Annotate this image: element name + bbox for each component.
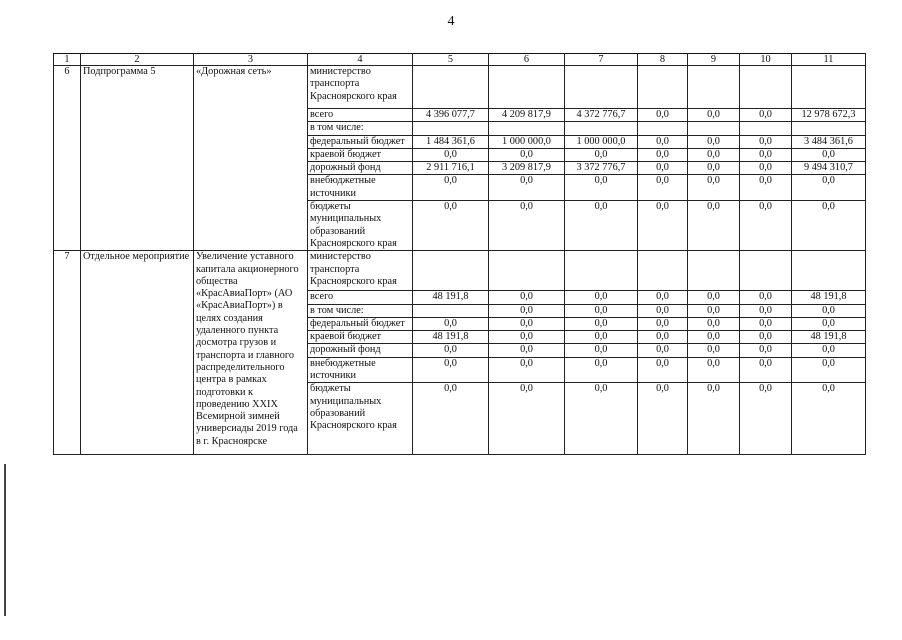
value-cell: 0,0 — [740, 162, 792, 175]
value-cell: 0,0 — [638, 331, 688, 344]
value-cell: 0,0 — [740, 135, 792, 148]
value-cell: 0,0 — [792, 148, 866, 161]
program-title: «Дорожная сеть» — [194, 66, 308, 251]
value-cell: 0,0 — [638, 304, 688, 317]
page-number: 4 — [447, 14, 455, 29]
value-cell: 0,0 — [565, 201, 638, 251]
value-cell — [638, 122, 688, 135]
value-cell: 0,0 — [638, 344, 688, 357]
value-cell: 2 911 716,1 — [413, 162, 489, 175]
value-cell: 0,0 — [740, 357, 792, 383]
value-cell: 48 191,8 — [413, 331, 489, 344]
value-cell — [489, 66, 565, 109]
value-cell — [489, 251, 565, 291]
value-cell: 0,0 — [792, 344, 866, 357]
value-cell: 0,0 — [688, 135, 740, 148]
value-cell: 0,0 — [792, 175, 866, 201]
value-cell: 0,0 — [565, 344, 638, 357]
value-cell: 0,0 — [413, 383, 489, 455]
value-cell — [565, 251, 638, 291]
value-cell: 0,0 — [489, 291, 565, 304]
value-cell: 0,0 — [413, 175, 489, 201]
value-cell: 3 484 361,6 — [792, 135, 866, 148]
value-cell: 0,0 — [740, 317, 792, 330]
funding-source-label: министерство транспорта Красноярского края — [308, 251, 413, 291]
value-cell — [792, 122, 866, 135]
table-row — [54, 66, 866, 109]
value-cell: 0,0 — [413, 317, 489, 330]
value-cell: 0,0 — [638, 148, 688, 161]
column-header: 9 — [688, 54, 740, 66]
value-cell — [792, 251, 866, 291]
value-cell: 48 191,8 — [413, 291, 489, 304]
value-cell: 3 209 817,9 — [489, 162, 565, 175]
value-cell: 0,0 — [792, 317, 866, 330]
value-cell: 0,0 — [740, 344, 792, 357]
value-cell: 0,0 — [740, 331, 792, 344]
value-cell — [413, 66, 489, 109]
value-cell — [688, 122, 740, 135]
value-cell — [638, 251, 688, 291]
value-cell: 0,0 — [688, 291, 740, 304]
funding-source-label: внебюджетные источники — [308, 357, 413, 383]
value-cell: 0,0 — [638, 135, 688, 148]
value-cell: 0,0 — [413, 344, 489, 357]
value-cell — [740, 122, 792, 135]
value-cell: 0,0 — [740, 291, 792, 304]
value-cell: 0,0 — [638, 201, 688, 251]
value-cell: 0,0 — [489, 383, 565, 455]
value-cell: 0,0 — [688, 175, 740, 201]
value-cell: 0,0 — [688, 109, 740, 122]
value-cell: 0,0 — [688, 344, 740, 357]
value-cell: 0,0 — [638, 175, 688, 201]
value-cell: 0,0 — [688, 201, 740, 251]
table-header — [54, 54, 866, 66]
value-cell: 0,0 — [565, 317, 638, 330]
funding-source-label: дорожный фонд — [308, 162, 413, 175]
value-cell: 0,0 — [688, 331, 740, 344]
column-header: 1 — [54, 54, 81, 66]
value-cell: 0,0 — [688, 148, 740, 161]
value-cell: 1 000 000,0 — [565, 135, 638, 148]
funding-source-label: всего — [308, 291, 413, 304]
column-header: 3 — [194, 54, 308, 66]
value-cell: 0,0 — [740, 109, 792, 122]
value-cell: 0,0 — [792, 304, 866, 317]
value-cell: 0,0 — [565, 175, 638, 201]
value-cell: 0,0 — [638, 357, 688, 383]
scan-edge-mark — [4, 464, 6, 616]
column-header: 7 — [565, 54, 638, 66]
value-cell: 0,0 — [740, 201, 792, 251]
row-number: 7 — [54, 251, 81, 455]
column-header: 8 — [638, 54, 688, 66]
value-cell: 12 978 672,3 — [792, 109, 866, 122]
value-cell: 0,0 — [489, 357, 565, 383]
value-cell: 4 396 077,7 — [413, 109, 489, 122]
funding-source-label: в том числе: — [308, 122, 413, 135]
program-name: Отдельное мероприятие — [81, 251, 194, 455]
value-cell — [688, 251, 740, 291]
value-cell: 9 494 310,7 — [792, 162, 866, 175]
row-number: 6 — [54, 66, 81, 251]
value-cell — [565, 122, 638, 135]
value-cell: 0,0 — [413, 201, 489, 251]
program-title: Увеличение уставного капитала акционерного общества «КрасАвиаПорт» (АО «КрасАвиаПорт») в целях создания удаленного пункта досмотра грузов и транспорта и главного распределительного центра в рамках подготовки к проведению XXIX Всемирной зимней универсиады 2019 года в г. Красноярске — [194, 251, 308, 455]
value-cell — [489, 122, 565, 135]
value-cell: 0,0 — [688, 317, 740, 330]
value-cell — [413, 251, 489, 291]
value-cell: 0,0 — [565, 304, 638, 317]
value-cell: 3 372 776,7 — [565, 162, 638, 175]
value-cell — [638, 66, 688, 109]
column-header: 10 — [740, 54, 792, 66]
value-cell: 0,0 — [565, 291, 638, 304]
value-cell — [740, 66, 792, 109]
value-cell: 0,0 — [489, 304, 565, 317]
value-cell: 48 191,8 — [792, 331, 866, 344]
value-cell: 0,0 — [638, 162, 688, 175]
table-body — [54, 66, 866, 455]
value-cell: 0,0 — [413, 357, 489, 383]
value-cell — [413, 122, 489, 135]
value-cell: 0,0 — [565, 148, 638, 161]
value-cell: 48 191,8 — [792, 291, 866, 304]
value-cell: 0,0 — [489, 317, 565, 330]
column-header: 11 — [792, 54, 866, 66]
value-cell: 0,0 — [792, 201, 866, 251]
funding-source-label: бюджеты муниципальных образований Красноярского края — [308, 383, 413, 455]
value-cell: 0,0 — [489, 344, 565, 357]
funding-source-label: федеральный бюджет — [308, 317, 413, 330]
value-cell: 0,0 — [638, 317, 688, 330]
value-cell: 4 209 817,9 — [489, 109, 565, 122]
value-cell: 0,0 — [688, 357, 740, 383]
value-cell: 1 000 000,0 — [489, 135, 565, 148]
value-cell: 0,0 — [792, 357, 866, 383]
value-cell — [792, 66, 866, 109]
value-cell: 4 372 776,7 — [565, 109, 638, 122]
value-cell: 0,0 — [792, 383, 866, 455]
funding-source-label: всего — [308, 109, 413, 122]
value-cell: 0,0 — [413, 148, 489, 161]
value-cell — [688, 66, 740, 109]
budget-table — [53, 53, 866, 455]
table-row — [54, 251, 866, 291]
value-cell: 0,0 — [489, 175, 565, 201]
value-cell: 0,0 — [688, 162, 740, 175]
value-cell: 0,0 — [565, 357, 638, 383]
column-header: 6 — [489, 54, 565, 66]
value-cell: 0,0 — [565, 331, 638, 344]
value-cell: 0,0 — [740, 148, 792, 161]
value-cell: 0,0 — [638, 291, 688, 304]
funding-source-label: краевой бюджет — [308, 148, 413, 161]
value-cell — [413, 304, 489, 317]
value-cell: 0,0 — [688, 304, 740, 317]
funding-source-label: федеральный бюджет — [308, 135, 413, 148]
funding-source-label: внебюджетные источники — [308, 175, 413, 201]
value-cell: 0,0 — [489, 331, 565, 344]
value-cell: 0,0 — [638, 383, 688, 455]
program-name: Подпрограмма 5 — [81, 66, 194, 251]
value-cell — [740, 251, 792, 291]
column-header: 5 — [413, 54, 489, 66]
funding-source-label: краевой бюджет — [308, 331, 413, 344]
value-cell: 0,0 — [740, 175, 792, 201]
value-cell — [565, 66, 638, 109]
value-cell: 0,0 — [740, 383, 792, 455]
value-cell: 1 484 361,6 — [413, 135, 489, 148]
value-cell: 0,0 — [489, 201, 565, 251]
funding-source-label: министерство транспорта Красноярского края — [308, 66, 413, 109]
funding-source-label: бюджеты муниципальных образований Красноярского края — [308, 201, 413, 251]
funding-source-label: дорожный фонд — [308, 344, 413, 357]
column-header: 2 — [81, 54, 194, 66]
value-cell: 0,0 — [740, 304, 792, 317]
value-cell: 0,0 — [688, 383, 740, 455]
column-header: 4 — [308, 54, 413, 66]
value-cell: 0,0 — [638, 109, 688, 122]
value-cell: 0,0 — [565, 383, 638, 455]
funding-source-label: в том числе: — [308, 304, 413, 317]
value-cell: 0,0 — [489, 148, 565, 161]
